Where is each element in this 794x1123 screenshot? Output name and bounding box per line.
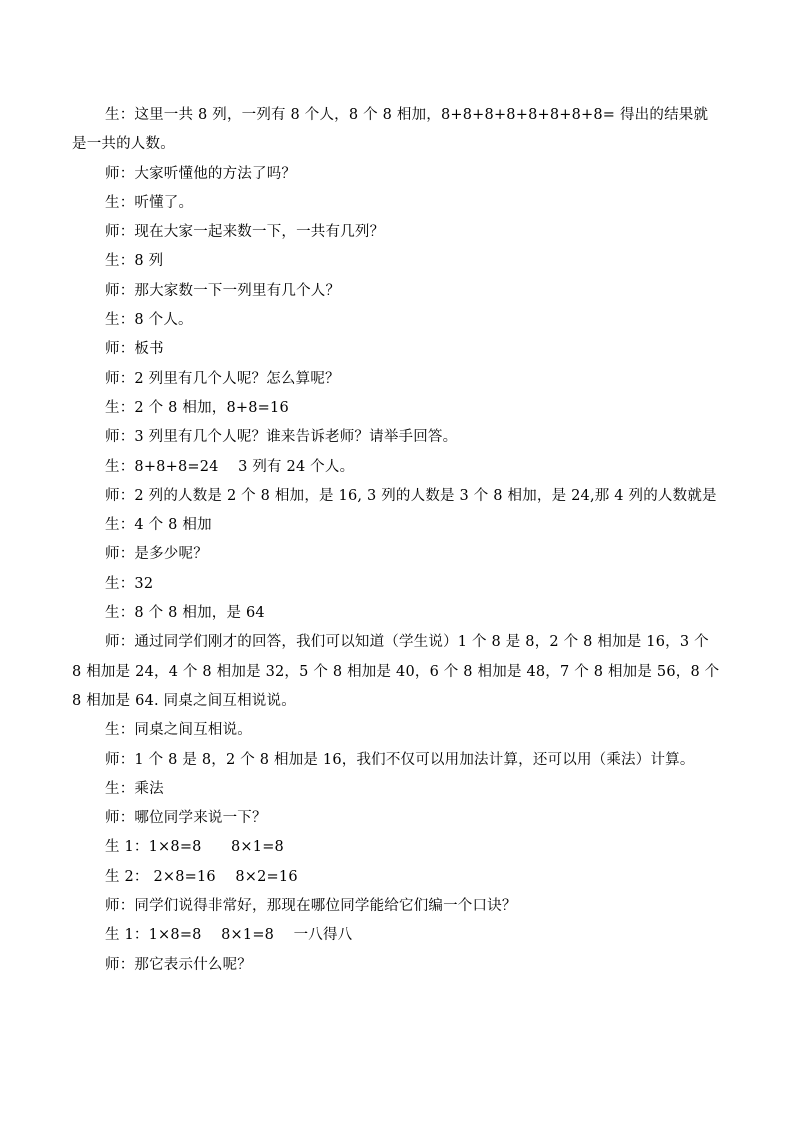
paragraph: 生：8 列 [105, 253, 164, 270]
paragraph: 生：听懂了。 [105, 194, 194, 211]
paragraph: 生：8 个人。 [105, 312, 193, 329]
paragraph: 生：同桌之间互相说。 [105, 722, 252, 739]
paragraph: 师：通过同学们刚才的回答，我们可以知道（学生说）1 个 8 是 8，2 个 8 相加是 16，3 个 8 相加是 24，4 个 8 相加是 32，5 个 8 相加是 40，6 个 8 相加是 48，7 个 8 相加是 56，8 个 8 相加是 64. 同桌之间互相说说。 [72, 634, 725, 709]
paragraph: 生 1：1×8=8 8×1=8 [105, 839, 284, 856]
paragraph: 生：乘法 [105, 780, 164, 797]
paragraph: 师：3 列里有几个人呢？谁来告诉老师？请举手回答。 [105, 429, 458, 446]
document-body [72, 101, 725, 980]
paragraph: 生：8 个 8 相加，是 64 [105, 605, 265, 622]
paragraph: 师：大家听懂他的方法了吗？ [105, 165, 297, 182]
paragraph: 师：板书 [105, 341, 164, 358]
paragraph: 生：32 [105, 575, 154, 592]
paragraph: 师：是多少呢？ [105, 546, 208, 563]
paragraph: 生：2 个 8 相加，8+8=16 [105, 399, 289, 416]
paragraph: 师：那大家数一下一列里有几个人？ [105, 282, 341, 299]
paragraph: 师：同学们说得非常好，那现在哪位同学能给它们编一个口诀？ [105, 898, 517, 915]
paragraph: 师：2 列的人数是 2 个 8 相加，是 16, 3 列的人数是 3 个 8 相加，是 24,那 4 列的人数就是 [105, 487, 717, 504]
paragraph: 生：这里一共 8 列，一列有 8 个人，8 个 8 相加，8+8+8+8+8+8+8+8= 得出的结果就是一共的人数。 [72, 107, 709, 153]
paragraph: 生：8+8+8=24 3 列有 24 个人。 [105, 458, 355, 475]
paragraph: 生：4 个 8 相加 [105, 517, 212, 534]
paragraph: 师：那它表示什么呢？ [105, 956, 252, 973]
paragraph: 生 2： 2×8=16 8×2=16 [105, 868, 298, 885]
paragraph: 师：2 列里有几个人呢？怎么算呢？ [105, 370, 340, 387]
paragraph: 生 1：1×8=8 8×1=8 一八得八 [105, 927, 353, 944]
paragraph: 师：1 个 8 是 8，2 个 8 相加是 16，我们不仅可以用加法计算，还可以用（乘法）计算。 [105, 751, 695, 768]
paragraph: 师：现在大家一起来数一下，一共有几列？ [105, 224, 385, 241]
paragraph: 师：哪位同学来说一下？ [105, 810, 267, 827]
